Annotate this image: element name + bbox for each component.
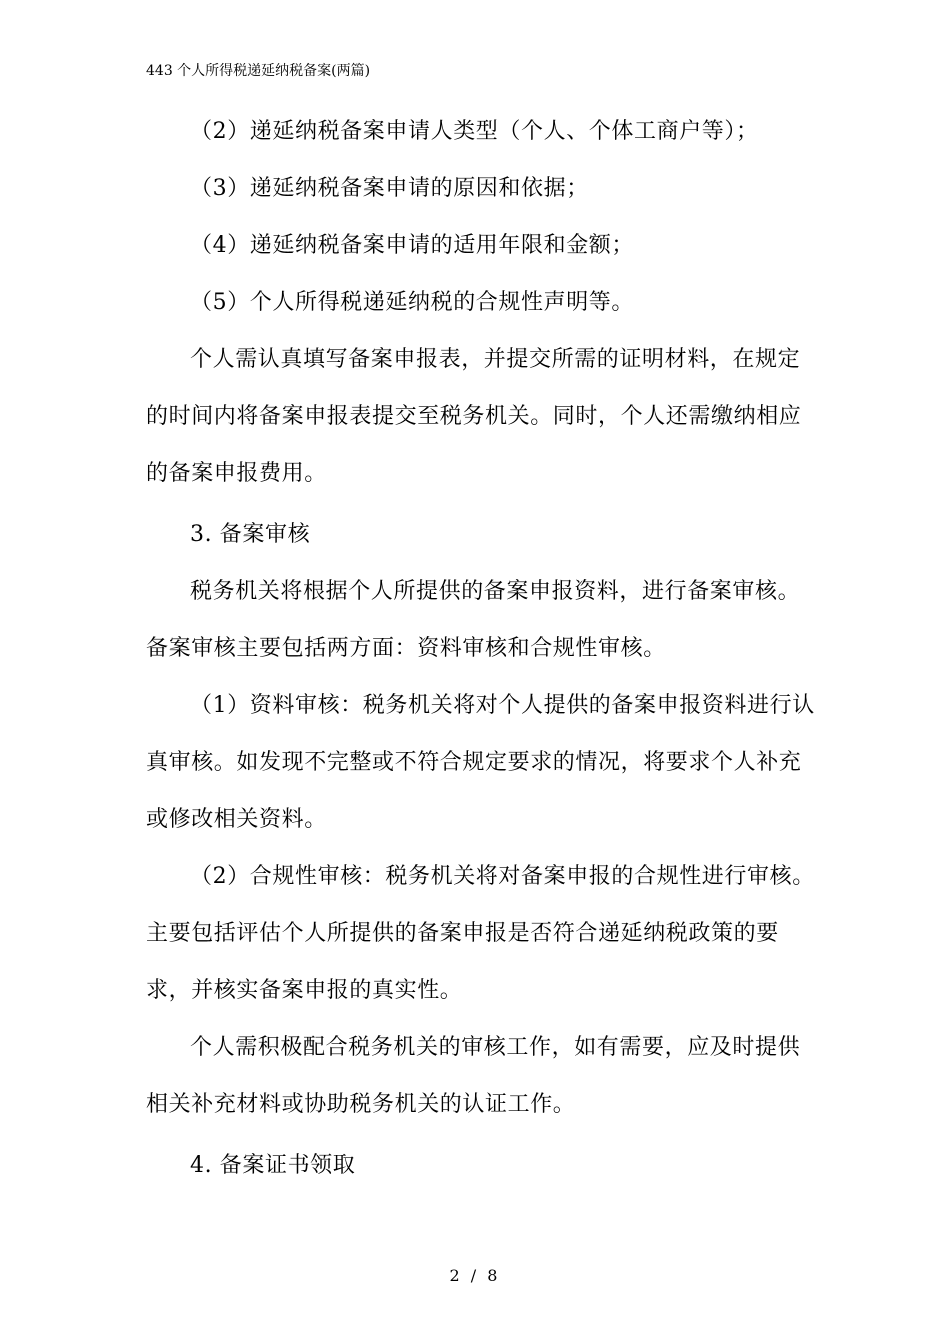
paragraph-line: 的备案申报费用。 [146,461,327,486]
running-header: 443 个人所得税递延纳税备案(两篇) [146,63,371,79]
paragraph-line: （2）合规性审核：税务机关将对备案申报的合规性进行审核。 [190,864,815,889]
section-heading-3: 3. 备案审核 [190,522,311,547]
paragraph-line: 相关补充材料或协助税务机关的认证工作。 [146,1092,576,1117]
list-item-2: （2）递延纳税备案申请人类型（个人、个体工商户等）； [190,119,759,144]
list-item-5: （5）个人所得税递延纳税的合规性声明等。 [190,290,634,315]
paragraph-line: 备案审核主要包括两方面：资料审核和合规性审核。 [146,636,666,661]
paragraph-line: 个人需认真填写备案申报表，并提交所需的证明材料，在规定 [190,347,801,372]
paragraph-line: 或修改相关资料。 [146,807,327,832]
paragraph-line: 真审核。如发现不完整或不符合规定要求的情况，将要求个人补充 [146,750,802,775]
paragraph-line: 的时间内将备案申报表提交至税务机关。同时，个人还需缴纳相应 [146,404,802,429]
paragraph-line: 税务机关将根据个人所提供的备案申报资料，进行备案审核。 [190,579,801,604]
paragraph-line: 主要包括评估个人所提供的备案申报是否符合递延纳税政策的要 [146,921,779,946]
list-item-4: （4）递延纳税备案申请的适用年限和金额； [190,233,634,258]
paragraph-line: 求，并核实备案申报的真实性。 [146,978,463,1003]
section-heading-4: 4. 备案证书领取 [190,1153,356,1178]
list-item-3: （3）递延纳税备案申请的原因和依据； [190,176,589,201]
paragraph-line: （1）资料审核：税务机关将对个人提供的备案申报资料进行认 [190,693,815,718]
page-number: 2 / 8 [449,1266,501,1285]
paragraph-line: 个人需积极配合税务机关的审核工作，如有需要，应及时提供 [190,1035,801,1060]
